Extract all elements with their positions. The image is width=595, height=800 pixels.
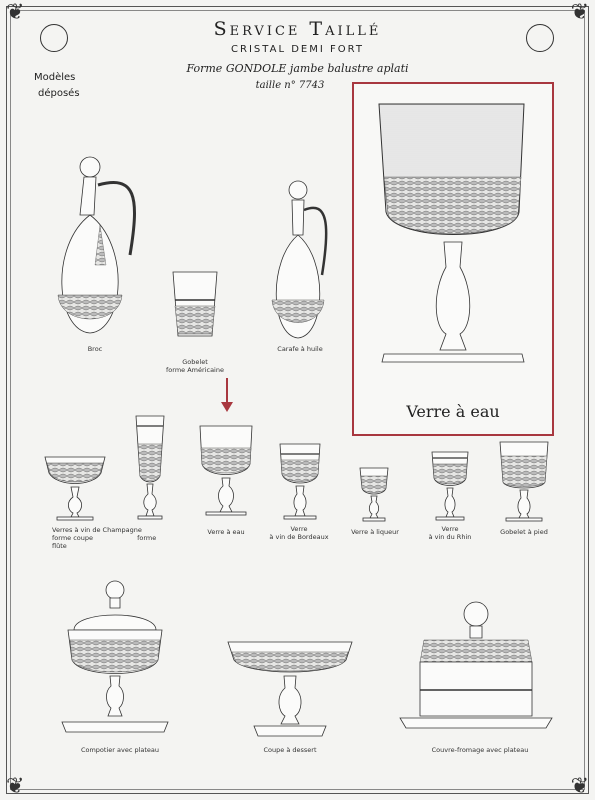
gobelet-label xyxy=(160,358,230,374)
verre-a-eau-large-illustration xyxy=(374,102,534,382)
corner-ornament-top-left: ❦ xyxy=(6,0,25,25)
coupe-dessert-label: Coupe à dessert xyxy=(263,746,317,754)
gobelet-a-pied-label: Gobelet à pied xyxy=(500,528,548,536)
verre-a-eau-zoom-panel xyxy=(352,82,554,436)
verre-a-eau-zoom-label: Verre à eau xyxy=(406,402,500,421)
verre-a-eau-illustration xyxy=(198,424,254,520)
gobelet-a-pied-illustration xyxy=(498,440,550,522)
broc-label: Broc xyxy=(87,345,103,353)
compotier-label: Compotier avec plateau xyxy=(80,746,160,754)
rhin-label-line-1: Verre xyxy=(441,525,459,533)
couvre-fromage-illustration xyxy=(398,600,554,740)
champagne-label-line-1: Verres à vin de Champagne xyxy=(52,526,142,534)
verre-a-eau-label: Verre à eau xyxy=(207,528,245,536)
broc-illustration xyxy=(50,155,150,340)
catalogue-subtitle: CRISTAL DEMI FORT xyxy=(231,44,364,55)
carafe-a-huile-illustration xyxy=(268,180,338,340)
taille-number: taille n° 7743 xyxy=(255,80,325,91)
rhin-label-line-2: à vin du Rhin xyxy=(428,533,472,541)
flute-champagne-illustration xyxy=(132,414,168,522)
coupe-champagne-illustration xyxy=(43,455,107,521)
bordeaux-label-line-1: Verre xyxy=(290,525,308,533)
rhin-label xyxy=(415,525,485,541)
coupe-form-label: forme coupe xyxy=(52,534,94,542)
verre-liqueur-illustration xyxy=(358,466,390,522)
corner-ornament-top-right: ❦ xyxy=(570,0,589,25)
bordeaux-label-line-2: à vin de Bordeaux xyxy=(269,533,329,541)
form-description: Forme GONDOLE jambe balustre aplati xyxy=(186,62,409,75)
models-note xyxy=(34,70,80,102)
verre-rhin-illustration xyxy=(430,450,470,522)
gobelet-label-line-1: Gobelet xyxy=(182,358,208,366)
highlight-arrow-icon xyxy=(220,378,234,414)
gobelet-illustration xyxy=(170,270,220,338)
models-note-line-2: déposés xyxy=(38,88,80,99)
verre-bordeaux-illustration xyxy=(278,442,322,522)
flute-form-label: forme flûte xyxy=(52,534,157,550)
champagne-label-line-2 xyxy=(52,534,172,550)
compotier-illustration xyxy=(60,580,170,740)
coupe-a-dessert-illustration xyxy=(226,640,354,740)
bordeaux-label xyxy=(264,525,334,541)
gobelet-label-line-2: forme Américaine xyxy=(166,366,224,374)
carafe-label: Carafe à huile xyxy=(277,345,323,353)
champagne-label xyxy=(52,526,172,550)
catalogue-title: Service Taillé xyxy=(213,18,382,40)
liqueur-label: Verre à liqueur xyxy=(351,528,399,536)
models-note-line-1: Modèles xyxy=(34,72,76,83)
corner-ornament-bottom-left: ❦ xyxy=(6,774,25,799)
corner-ornament-bottom-right: ❦ xyxy=(570,774,589,799)
couvre-fromage-label: Couvre-fromage avec plateau xyxy=(431,746,529,754)
